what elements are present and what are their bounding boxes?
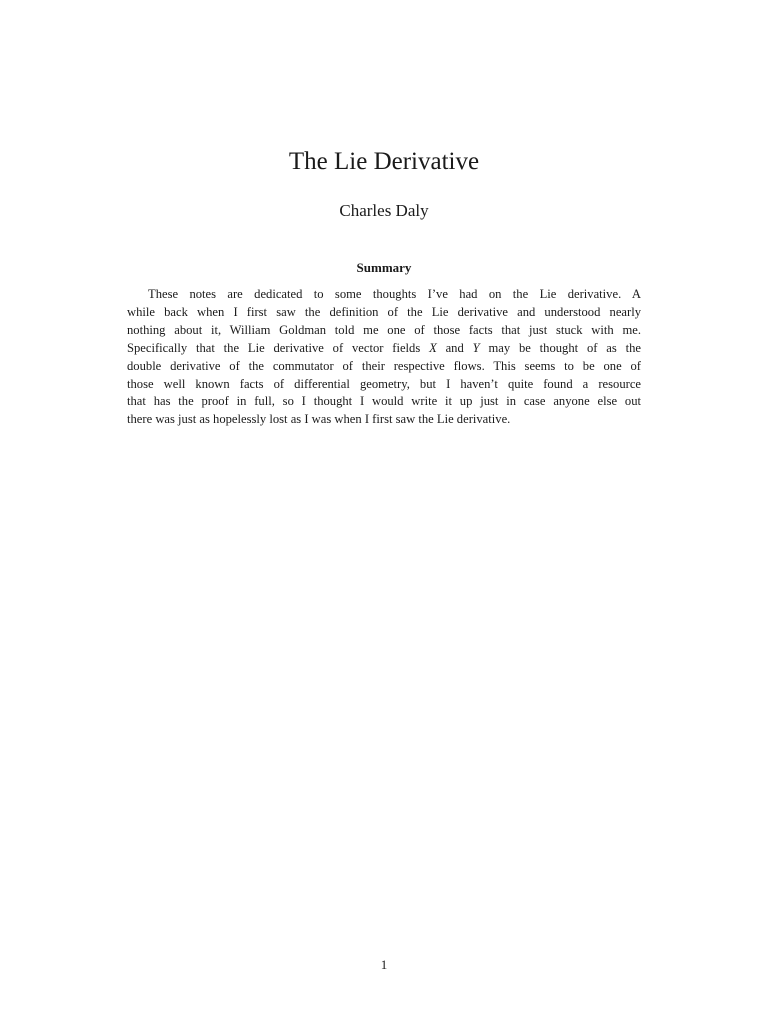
abstract-line: Specifically that the Lie derivative of vector fields X and Y may be thought of as the xyxy=(127,340,641,355)
abstract-line: that has the proof in full, so I thought I would write it up just in case anyone else out xyxy=(127,394,641,409)
summary-heading: Summary xyxy=(356,260,412,275)
author-name: Charles Daly xyxy=(339,201,429,220)
abstract-line: while back when I first saw the definition of the Lie derivative and understood nearly xyxy=(127,304,641,319)
abstract-line: nothing about it, William Goldman told me one of those facts that just stuck with me. xyxy=(127,322,641,337)
abstract-line: double derivative of the commutator of their respective flows. This seems to be one of xyxy=(127,358,641,373)
paper-title: The Lie Derivative xyxy=(288,148,480,175)
abstract-paragraph xyxy=(127,286,641,429)
page-number: 1 xyxy=(380,957,388,972)
abstract-line: These notes are dedicated to some thoughts I’ve had on the Lie derivative. A xyxy=(148,287,641,301)
abstract-line: those well known facts of differential geometry, but I haven’t quite found a resource xyxy=(127,376,641,391)
abstract-line: there was just as hopelessly lost as I was when I first saw the Lie derivative. xyxy=(127,412,511,427)
